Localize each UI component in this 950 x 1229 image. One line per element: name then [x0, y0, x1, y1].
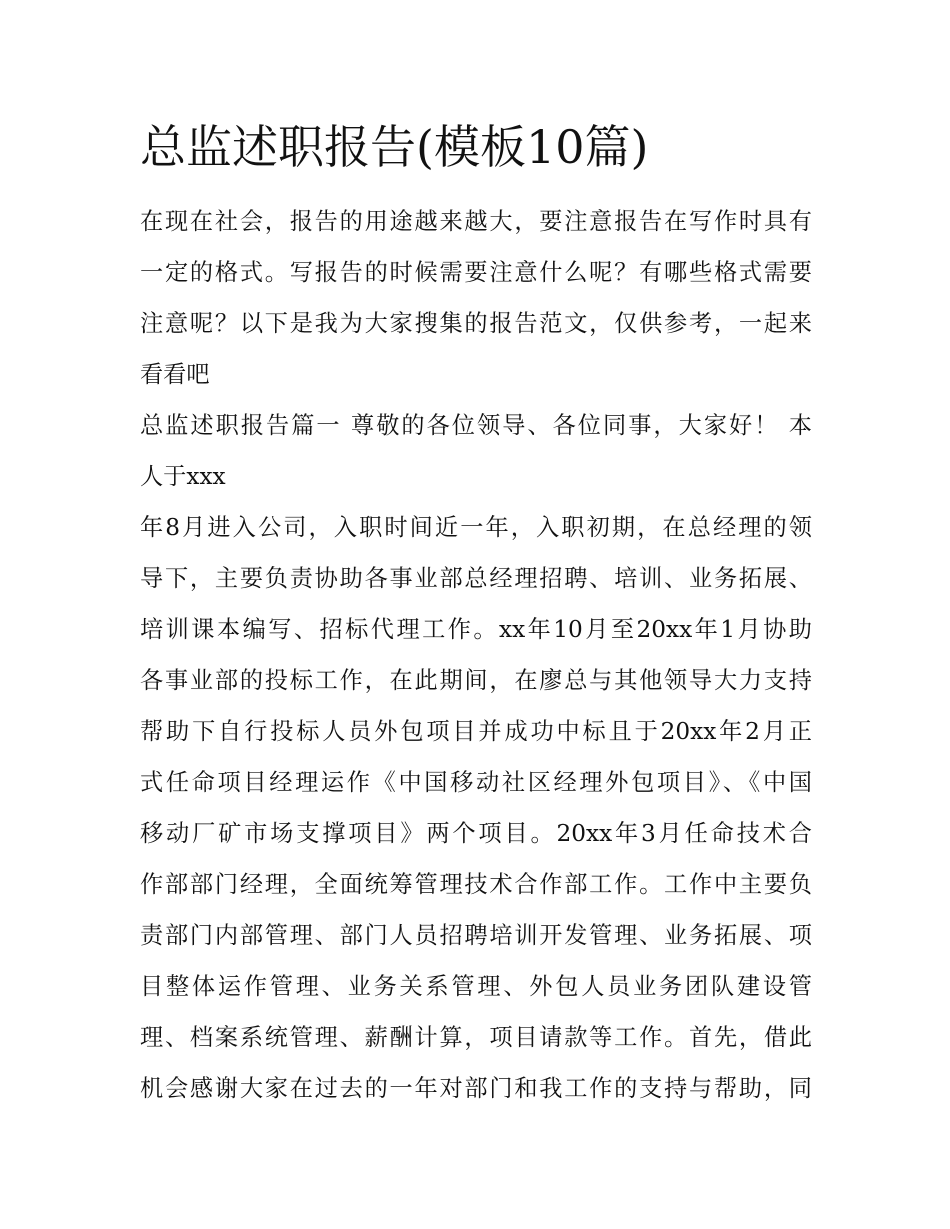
body-line: 一定的格式。写报告的时候需要注意什么呢？有哪些格式需要	[140, 259, 812, 286]
body-line: 看看吧	[140, 361, 210, 388]
body-line: 帮助下自行投标人员外包项目并成功中标且于20xx年2月正	[140, 718, 812, 745]
body-line: 在现在社会，报告的用途越来越大，要注意报告在写作时具有	[140, 208, 812, 235]
body-line: 目整体运作管理、业务关系管理、外包人员业务团队建设管	[140, 973, 812, 1000]
body-line: 年8月进入公司，入职时间近一年，入职初期，在总经理的领	[140, 514, 812, 541]
body-line: 总监述职报告篇一 尊敬的各位领导、各位同事，大家好！ 本	[140, 412, 812, 439]
document-title: 总监述职报告(模板10篇)	[140, 120, 649, 174]
body-line: 注意呢？以下是我为大家搜集的报告范文，仅供参考，一起来	[140, 310, 812, 337]
body-line: 培训课本编写、招标代理工作。xx年10月至20xx年1月协助	[140, 616, 812, 643]
body-line: 导下，主要负责协助各事业部总经理招聘、培训、业务拓展、	[140, 565, 812, 592]
body-line: 人于xxx	[140, 463, 226, 490]
body-line: 理、档案系统管理、薪酬计算，项目请款等工作。首先，借此	[140, 1024, 812, 1051]
body-line: 机会感谢大家在过去的一年对部门和我工作的支持与帮助，同	[140, 1075, 812, 1102]
body-line: 作部部门经理，全面统筹管理技术合作部工作。工作中主要负	[140, 871, 812, 898]
document-body	[140, 196, 812, 1114]
body-line: 移动厂矿市场支撑项目》两个项目。20xx年3月任命技术合	[140, 820, 812, 847]
body-line: 责部门内部管理、部门人员招聘培训开发管理、业务拓展、项	[140, 922, 812, 949]
body-line: 式任命项目经理运作《中国移动社区经理外包项目》、《中国	[140, 769, 812, 796]
body-line: 各事业部的投标工作，在此期间，在廖总与其他领导大力支持	[140, 667, 812, 694]
